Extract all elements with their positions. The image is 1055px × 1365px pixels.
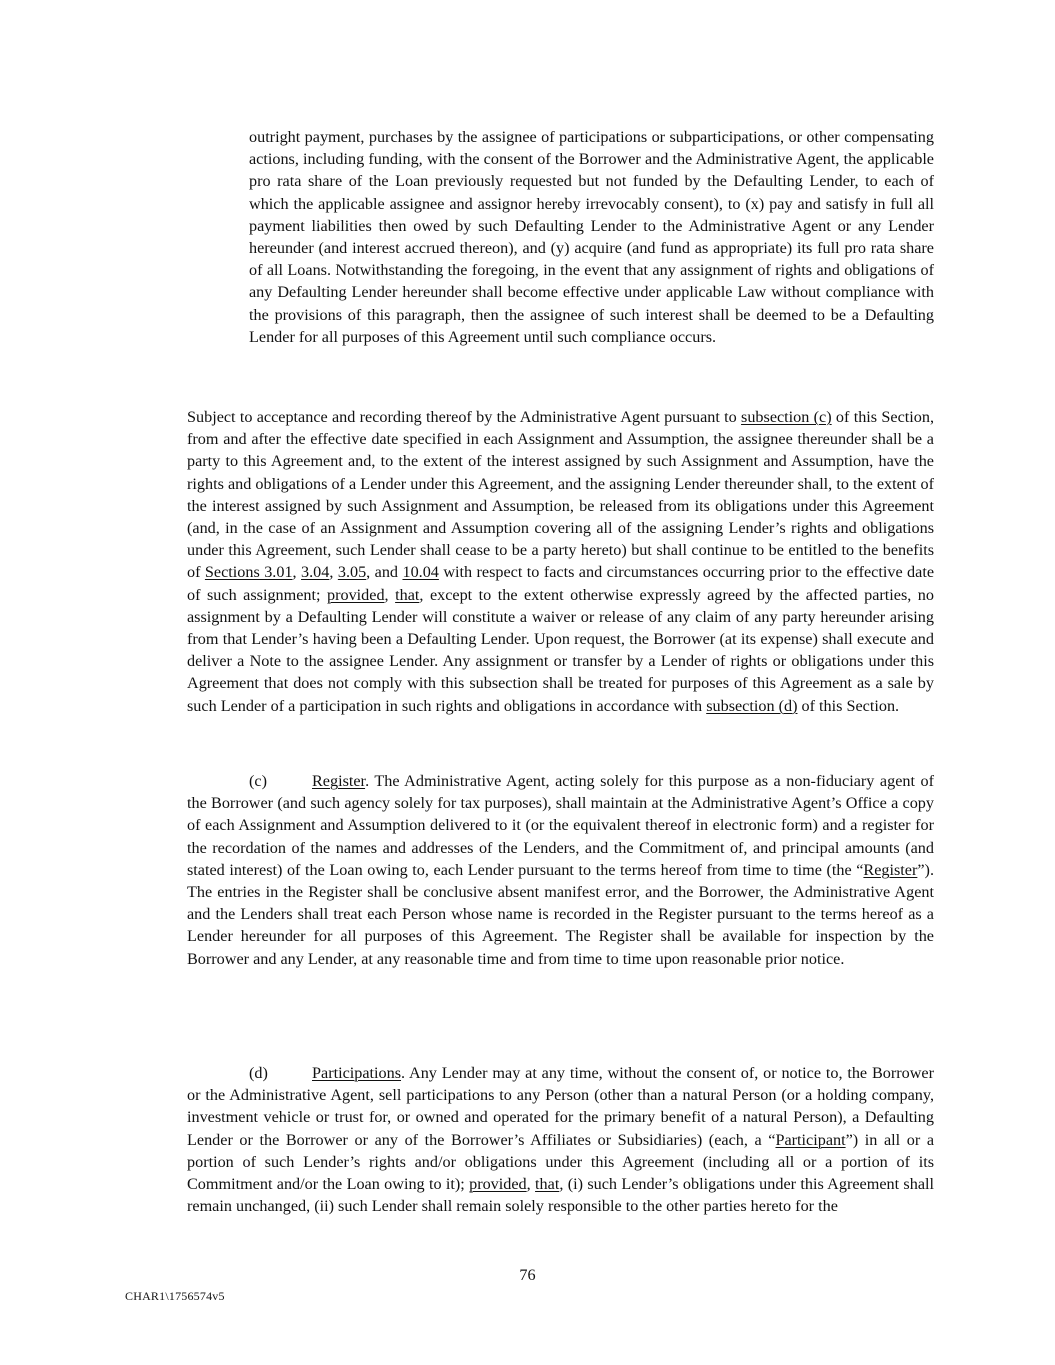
cross-reference-subsection-d: subsection (d) (706, 696, 798, 715)
register-paragraph (187, 770, 934, 970)
cross-reference-3-05: 3.05 (337, 563, 367, 582)
participations-paragraph (187, 1062, 934, 1217)
indented-paragraph: outright payment, purchases by the assignee of participations or subparticipations, or other compensating actions, including funding, with the consent of the Borrower and the Administrative Agent, the applicable pro rata share of the Loan previously requested but not funded by the Defaulting Lender, to each of which the applicable assignee and assignor hereby irrevocably consent), to (x) pay and satisfy in full all payment liabilities then owed by such Defaulting Lender to the Administrative Agent or any Lender hereunder (and interest accrued thereon), and (y) acquire (and fund as appropriate) its full pro rata share of all Loans. Notwithstanding the foregoing, in the event that any assignment of rights and obligations of any Defaulting Lender hereunder shall become effective under applicable Law without compliance with the provisions of this paragraph, then the assignee of such interest shall be deemed to be a Defaulting Lender for all purposes of this Agreement until such compliance occurs. (249, 128, 934, 346)
that-term: that (395, 585, 420, 604)
cross-reference-subsection-c: subsection (c) (741, 408, 832, 426)
text-run: . The Administrative Agent, acting solely for this purpose as a non-fiduciary agent of the Borrower (and such agency solely for tax purposes), shall maintain at the Administrative Agent’s Office a copy of each Assignment and Assumption delivered to it (or the equivalent thereof in electronic form) and a register for the recordation of the names and addresses of the Lenders, and the Commitment of, and principal amounts (and stated interest) of the Loan owing to, each Lender pursuant to the terms hereof from time to time (the “ (187, 772, 934, 879)
text-run: of this Section. (797, 696, 900, 715)
assignment-effect-paragraph (187, 406, 934, 717)
defined-term-register: Register (863, 860, 918, 879)
text-run: ”) in all or a portion of such Lender’s rights and/or obligations under this Agreement (including all or a portion of its Commitment and/or the Loan owing to it); (187, 1130, 935, 1194)
text-run: of this Section, from and after the effective date specified in each Assignment and Assumption, the assignee thereunder shall be a party to this Agreement and, to the extent of the interest assigned by such Assignment and Assumption, have the rights and obligations of a Lender under this Agreement, and the assigning Lender thereunder shall, to the extent of the interest assigned by such Assignment and Assumption, be released from its obligations under this Agreement (and, in the case of an Assignment and Assumption covering all of the assigning Lender’s rights and obligations under this Agreement, such Lender shall cease to be a party hereto) but shall continue to be entitled to the benefits of (187, 408, 934, 582)
section-number: (d) (249, 1064, 268, 1082)
text-run: , (329, 563, 338, 582)
section-number: (c) (249, 772, 267, 790)
section-heading-register: Register (312, 772, 366, 790)
cross-reference-3-04: 3.04 (301, 563, 330, 582)
provided-term: provided (327, 585, 385, 604)
text-run: with respect to facts and circumstances occurring prior to the effective date of such assignment; (187, 563, 935, 604)
text-run: Subject to acceptance and recording thereof by the Administrative Agent pursuant to (187, 408, 742, 426)
cross-reference-section-3-01: Sections 3.01 (204, 563, 293, 582)
text-run: , (292, 563, 302, 582)
text-run: , except to the extent otherwise expressly agreed by the affected parties, no assignment by a Defaulting Lender will constitute a waiver or release of any claim of any party hereunder arising from that Lender’s having been a Defaulting Lender. Upon request, the Borrower (at its expense) shall execute and deliver a Note to the assignee Lender. Any assignment or transfer by a Lender of rights or obligations under this Agreement that does not comply with this subsection shall be treated for purposes of this Agreement as a sale by such Lender of a participation in such rights and obligations in accordance with (187, 585, 934, 715)
text-run: , and (366, 563, 403, 582)
that-term: that (535, 1175, 560, 1194)
document-id: CHAR1\1756574v5 (125, 1289, 225, 1303)
text-run: , (i) such Lender’s obligations under this Agreement shall remain unchanged, (ii) such Lender shall remain solely responsible to the other parties hereto for the (187, 1175, 934, 1216)
text-run: , (384, 585, 396, 604)
text-run: . Any Lender may at any time, without the consent of, or notice to, the Borrower or the Administrative Agent, sell participations to any Person (other than a natural Person (or a holding company, investment vehicle or trust for, or owned and operated for the primary benefit of a natural Person), a Defaulting Lender or the Borrower or any of the Borrower’s Affiliates or Subsidiaries) (each, a “ (187, 1064, 934, 1149)
text-run: , (526, 1175, 536, 1194)
text-run: ”). The entries in the Register shall be conclusive absent manifest error, and the Borrower, the Administrative Agent and the Lenders shall treat each Person whose name is recorded in the Register pursuant to the terms hereof as a Lender hereunder for all purposes of this Agreement. The Register shall be available for inspection by the Borrower and any Lender, at any reasonable time and from time to time upon reasonable prior notice. (187, 860, 934, 968)
defined-term-participant: Participant (775, 1130, 846, 1149)
cross-reference-10-04: 10.04 (402, 563, 439, 582)
page-number: 76 (519, 1266, 536, 1284)
provided-term: provided (469, 1175, 527, 1194)
section-heading-participations: Participations (312, 1064, 402, 1082)
